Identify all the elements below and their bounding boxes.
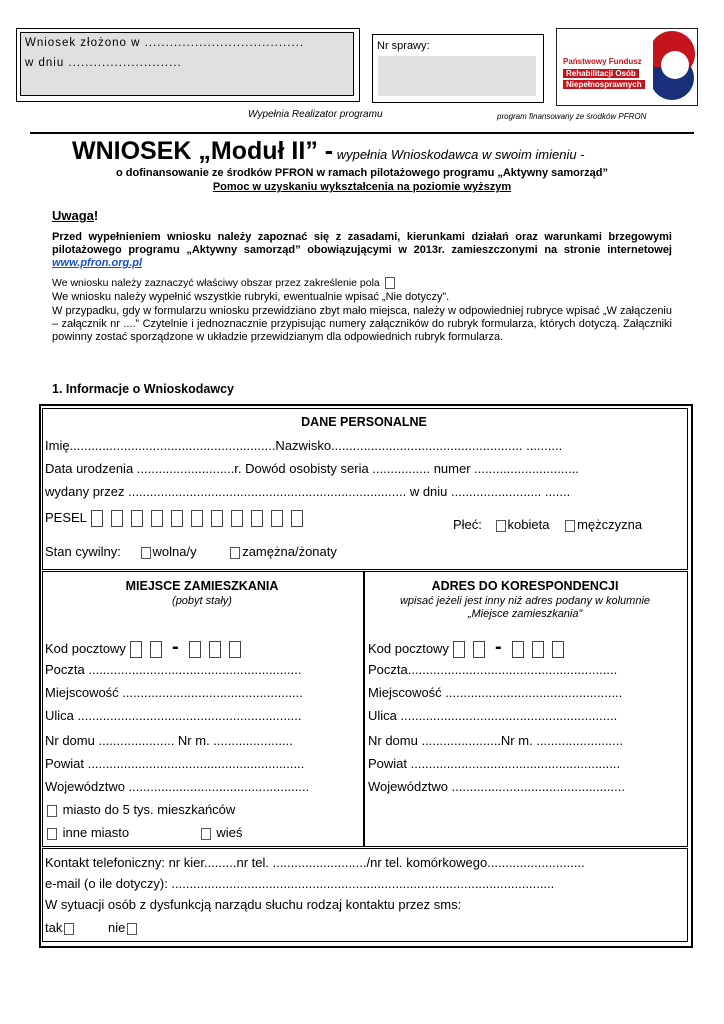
corr-postal-row: Kod pocztowy - (368, 636, 568, 659)
issued-line[interactable]: wydany przez ............................................................................. w dniu ......................... ....... (45, 484, 571, 499)
postal-digit-box[interactable] (512, 641, 524, 658)
case-number-label: Nr sprawy: (377, 40, 430, 52)
postal-digit-box[interactable] (532, 641, 544, 658)
sms-yes-checkbox[interactable] (64, 923, 74, 935)
personal-data-heading: DANE PERSONALNE (301, 415, 427, 429)
email-line[interactable]: e-mail (o ile dotyczy): .......................................................................................................... (45, 876, 555, 891)
separator-line (30, 132, 694, 134)
gender-label: Płeć: (453, 517, 482, 532)
pesel-digit-box[interactable] (191, 510, 203, 527)
title-main: WNIOSEK „Moduł II” - (72, 137, 334, 165)
village-checkbox[interactable] (201, 828, 211, 840)
sms-no-checkbox[interactable] (127, 923, 137, 935)
correspondence-sub-2: „Miejsce zamieszkania” (467, 608, 583, 620)
sms-line: W sytuacji osób z dysfunkcją narządu słuchu rodzaj kontaktu przez sms: (45, 897, 462, 912)
pesel-label: PESEL (45, 510, 87, 525)
logo-graphic (557, 29, 697, 105)
village-label: wieś (216, 825, 243, 840)
notice-heading: Uwaga! (52, 208, 99, 223)
postal-digit-box[interactable] (552, 641, 564, 658)
pesel-digit-box[interactable] (271, 510, 283, 527)
sms-yes-label: tak (45, 920, 63, 935)
small-town-checkbox[interactable] (47, 805, 57, 817)
postal-digit-box[interactable] (209, 641, 221, 658)
postal-digit-box[interactable] (189, 641, 201, 658)
small-town-row (45, 802, 235, 817)
title-line-2: o dofinansowanie ze środków PFRON w ramach pilotażowego programu „Aktywny samorząd” (115, 167, 609, 179)
other-town-checkbox[interactable] (47, 828, 57, 840)
pesel-digit-box[interactable] (251, 510, 263, 527)
filing-inner-box (20, 32, 354, 96)
notice-checkbox-line (52, 277, 672, 290)
gender-male-label: mężczyzna (577, 517, 643, 532)
postal-digit-box[interactable] (229, 641, 241, 658)
residence-nr-domu[interactable]: Nr domu ..................... Nr m. ...................... (45, 733, 293, 748)
funding-note: program finansowany ze środków PFRON (497, 112, 647, 121)
civil-free-checkbox[interactable] (141, 547, 151, 559)
date-line[interactable]: w dniu ........................... (25, 57, 182, 69)
residence-postal-label: Kod pocztowy (45, 641, 126, 656)
residence-powiat[interactable]: Powiat ............................................................ (45, 756, 305, 771)
pesel-row (45, 510, 307, 527)
notice-heading-text: Uwaga (52, 208, 94, 223)
pesel-digit-box[interactable] (91, 510, 103, 527)
pesel-digit-box[interactable] (231, 510, 243, 527)
small-town-label: miasto do 5 tys. mieszkańców (62, 802, 236, 817)
logo-line-2: Rehabilitacji Osób (563, 69, 639, 78)
residence-poczta[interactable]: Poczta ........................................................... (45, 662, 302, 677)
civil-status-row (45, 544, 337, 559)
corr-poczta[interactable]: Poczta.......................................................... (368, 662, 618, 677)
notice-attach-line: W przypadku, gdy w formularzu wniosku przewidziano zbyt mało miejsca, należy w odpowiedniej rubryce wpisać „W załączeniu – załącznik nr ....” Czytelnie i jednoznacznie przypisując numery załączników do rubryk formularza, których dotyczą. Załączniki powinny zostać sporządzone w układzie przewidzianym dla odpowiednich rubryk formularza. (52, 305, 672, 343)
postal-digit-box[interactable] (473, 641, 485, 658)
realizator-note: Wypełnia Realizator programu (248, 109, 383, 120)
logo-line-3: Niepełnosprawnych (563, 80, 645, 89)
gender-female-label: kobieta (507, 517, 550, 532)
case-number-field[interactable] (378, 56, 536, 96)
filed-line[interactable]: Wniosek złożono w ...................................... (25, 37, 305, 49)
correspondence-heading: ADRES DO KORESPONDENCJI (431, 579, 619, 593)
gender-row (453, 517, 642, 532)
civil-status-label: Stan cywilny: (45, 544, 121, 559)
corr-miejscowosc[interactable]: Miejscowość ................................................. (368, 685, 623, 700)
town-village-row (45, 825, 242, 840)
residence-miejscowosc[interactable]: Miejscowość .................................................. (45, 685, 303, 700)
sms-options-row (45, 920, 139, 935)
gender-female-checkbox[interactable] (496, 520, 506, 532)
corr-postal-label: Kod pocztowy (368, 641, 449, 656)
residence-wojewodztwo[interactable]: Województwo .................................................. (45, 779, 310, 794)
section-1-title: 1. Informacje o Wnioskodawcy (52, 382, 234, 396)
postal-digit-box[interactable] (150, 641, 162, 658)
phone-line[interactable]: Kontakt telefoniczny: nr kier.........nr tel. ........................../nr tel. komórkowego........................... (45, 855, 585, 870)
other-town-label: inne miasto (62, 825, 130, 840)
residence-ulica[interactable]: Ulica .............................................................. (45, 708, 302, 723)
corr-ulica[interactable]: Ulica ............................................................ (368, 708, 618, 723)
logo-line-1: Państwowy Fundusz (563, 57, 642, 66)
pesel-digit-box[interactable] (111, 510, 123, 527)
pesel-digit-box[interactable] (291, 510, 303, 527)
corr-wojewodztwo[interactable]: Województwo ................................................ (368, 779, 625, 794)
civil-married-label: zamężna/żonaty (242, 544, 337, 559)
pfron-link[interactable]: www.pfron.org.pl (52, 257, 143, 269)
birth-id-line[interactable]: Data urodzenia ...........................r. Dowód osobisty seria ................ numer ............................. (45, 461, 579, 476)
notice-bold (52, 231, 672, 270)
postal-digit-box[interactable] (453, 641, 465, 658)
civil-married-checkbox[interactable] (230, 547, 240, 559)
pesel-digit-box[interactable] (171, 510, 183, 527)
corr-powiat[interactable]: Powiat .......................................................... (368, 756, 621, 771)
sms-no-label: nie (107, 920, 126, 935)
name-line[interactable]: Imię.........................................................Nazwisko..................................................... .......... (45, 438, 563, 453)
title-sub: wypełnia Wnioskodawca w swoim imieniu - (333, 147, 585, 162)
correspondence-sub-1: wpisać jeżeli jest inny niż adres podany w kolumnie (399, 595, 651, 607)
residence-heading: MIEJSCE ZAMIESZKANIA (125, 579, 279, 593)
notice-fill-line: We wniosku należy wypełnić wszystkie rubryki, ewentualnie wpisać „Nie dotyczy”. (52, 291, 450, 303)
gender-male-checkbox[interactable] (565, 520, 575, 532)
residence-sub: (pobyt stały) (172, 595, 232, 607)
residence-postal-row: Kod pocztowy - (45, 636, 245, 659)
notice-bold-text: Przed wypełnieniem wniosku należy zapoznać się z zasadami, kierunkami działań oraz warunkami brzegowymi pilotażowego programu „Aktywny samorząd” obowiązującymi w 2013r. zamieszczonymi na stronie internetowej (52, 231, 672, 256)
pesel-digit-box[interactable] (211, 510, 223, 527)
pesel-digit-box[interactable] (151, 510, 163, 527)
corr-nr-domu[interactable]: Nr domu ......................Nr m. ........................ (368, 733, 623, 748)
page-title (72, 137, 585, 166)
pfron-logo (556, 28, 698, 106)
postal-digit-box[interactable] (130, 641, 142, 658)
civil-free-label: wolna/y (152, 544, 197, 559)
title-line-3: Pomoc w uzyskaniu wykształcenia na poziomie wyższym (212, 181, 512, 193)
sample-checkbox-icon (385, 277, 395, 289)
notice-checkbox-text: We wniosku należy zaznaczyć właściwy obszar przez zakreślenie pola (52, 277, 380, 289)
pesel-digit-box[interactable] (131, 510, 143, 527)
